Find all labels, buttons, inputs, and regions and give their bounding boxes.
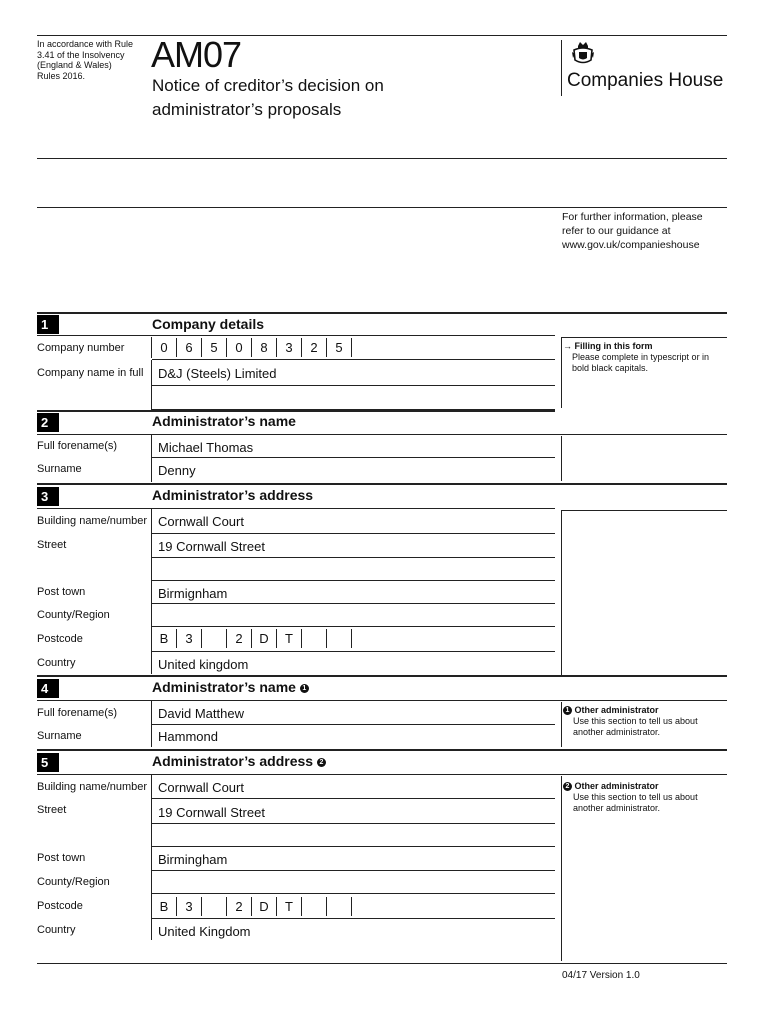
royal-crest-icon <box>570 40 596 71</box>
section4-number: 4 <box>37 679 59 698</box>
postcode-label: Postcode <box>37 633 83 645</box>
company-number-field[interactable] <box>152 338 352 358</box>
street-label: Street <box>37 539 67 551</box>
county-label: County/Region <box>37 609 110 621</box>
brand-name: Companies House <box>567 70 724 91</box>
section5-number: 5 <box>37 753 59 772</box>
footnote-marker: 1 <box>300 684 309 693</box>
postcode-char: 2 <box>227 629 252 648</box>
company-name-field[interactable]: D&J (Steels) Limited <box>158 366 277 381</box>
section4-title: Administrator’s name 1 <box>152 679 309 695</box>
company-name-field-line2[interactable] <box>152 386 555 408</box>
company-number-digit: 6 <box>177 338 202 357</box>
section1-number: 1 <box>37 315 59 334</box>
guidance-text: For further information, please refer to our guidance at www.gov.uk/companieshouse <box>562 211 703 251</box>
street-field[interactable]: 19 Cornwall Street <box>158 539 265 554</box>
other-administrator-note: 1 Other administrator Use this section to tell us about another administrator. <box>563 705 698 738</box>
surname-field[interactable]: Hammond <box>158 729 218 744</box>
county-field[interactable] <box>152 604 555 626</box>
company-name-label: Company name in full <box>37 367 144 379</box>
street-label: Street <box>37 804 67 816</box>
building-field[interactable]: Cornwall Court <box>158 780 244 795</box>
other-administrator-note: 2 Other administrator Use this section to tell us about another administrator. <box>563 781 698 814</box>
country-label: Country <box>37 657 76 669</box>
country-field[interactable]: United kingdom <box>158 657 249 672</box>
company-number-digit: 8 <box>252 338 277 357</box>
street-field-line2[interactable] <box>152 558 555 580</box>
street-field-line2[interactable] <box>152 824 555 846</box>
postcode-label: Postcode <box>37 900 83 912</box>
post-town-label: Post town <box>37 852 86 864</box>
postcode-char: D <box>252 897 277 916</box>
street-field[interactable]: 19 Cornwall Street <box>158 805 265 820</box>
section2-number: 2 <box>37 413 59 432</box>
postcode-char: D <box>252 629 277 648</box>
forename-field[interactable]: David Matthew <box>158 706 244 721</box>
company-number-digit: 2 <box>302 338 327 357</box>
forename-field[interactable]: Michael Thomas <box>158 440 254 455</box>
company-number-digit: 5 <box>202 338 227 357</box>
footnote-marker: 1 <box>563 706 572 715</box>
surname-label: Surname <box>37 463 82 475</box>
form-title-line1: Notice of creditor’s decision on <box>152 76 384 95</box>
building-label: Building name/number <box>37 781 148 793</box>
postcode-char: 3 <box>177 629 202 648</box>
postcode-field[interactable] <box>152 897 352 917</box>
section2-title: Administrator’s name <box>152 413 296 429</box>
post-town-field[interactable]: Birmingham <box>158 852 228 867</box>
section3-title: Administrator’s address <box>152 487 314 503</box>
company-number-digit: 3 <box>277 338 302 357</box>
postcode-char <box>327 897 352 916</box>
form-version: 04/17 Version 1.0 <box>562 970 640 981</box>
arrow-right-icon: → <box>563 341 572 351</box>
form-code: AM07 <box>151 34 242 75</box>
section3-number: 3 <box>37 487 59 506</box>
country-field[interactable]: United Kingdom <box>158 924 251 939</box>
company-number-label: Company number <box>37 342 125 354</box>
postcode-char: B <box>152 897 177 916</box>
postcode-char <box>202 897 227 916</box>
country-label: Country <box>37 924 76 936</box>
postcode-char <box>302 897 327 916</box>
footnote-marker: 2 <box>563 782 572 791</box>
footnote-marker: 2 <box>317 758 326 767</box>
postcode-char <box>327 629 352 648</box>
postcode-char: T <box>277 897 302 916</box>
filling-form-note: → Filling in this form Please complete in typescript or in bold black capitals. <box>563 341 710 373</box>
postcode-char <box>202 629 227 648</box>
forename-label: Full forename(s) <box>37 707 118 719</box>
section5-title: Administrator’s address 2 <box>152 753 326 769</box>
building-field[interactable]: Cornwall Court <box>158 514 244 529</box>
company-number-digit: 0 <box>152 338 177 357</box>
postcode-char: B <box>152 629 177 648</box>
company-number-digit: 0 <box>227 338 252 357</box>
surname-label: Surname <box>37 730 82 742</box>
county-field[interactable] <box>152 871 555 893</box>
building-label: Building name/number <box>37 515 148 527</box>
form-title-line2: administrator’s proposals <box>152 100 342 119</box>
post-town-label: Post town <box>37 586 86 598</box>
county-label: County/Region <box>37 876 110 888</box>
surname-field[interactable]: Denny <box>158 463 196 478</box>
postcode-field[interactable] <box>152 629 352 649</box>
postcode-char <box>302 629 327 648</box>
post-town-field[interactable]: Birmignham <box>158 586 228 601</box>
postcode-char: 2 <box>227 897 252 916</box>
forename-label: Full forename(s) <box>37 440 118 452</box>
postcode-char: T <box>277 629 302 648</box>
company-number-digit: 5 <box>327 338 352 357</box>
postcode-char: 3 <box>177 897 202 916</box>
section1-title: Company details <box>152 316 265 332</box>
legal-note: In accordance with Rule 3.41 of the Insolvency (England & Wales) Rules 2016. <box>37 39 134 81</box>
